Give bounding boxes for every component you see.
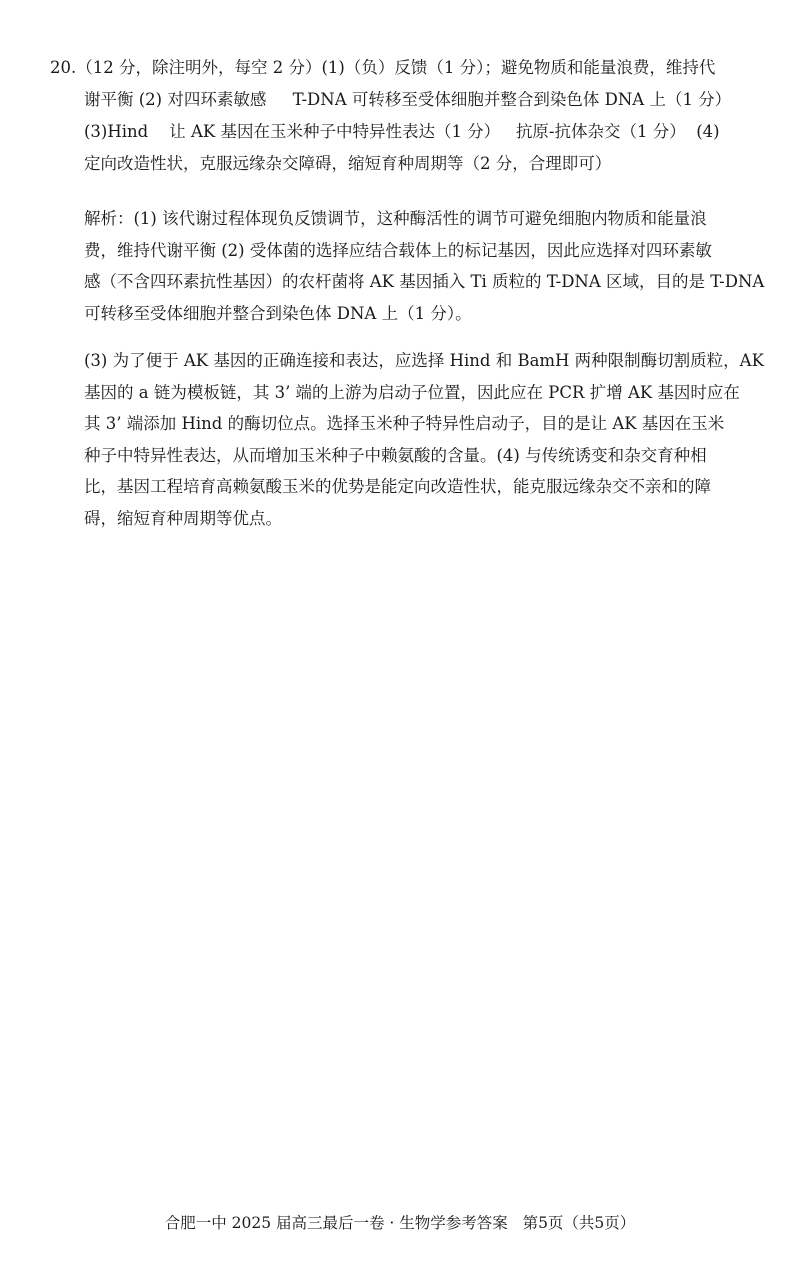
analysis-2-line-3: 其 3’ 端添加 Hind 的酶切位点。选择玉米种子特异性启动子，目的是让 AK 基因在玉米 — [84, 414, 725, 433]
answer-line-1: 20.（12 分，除注明外，每空 2 分）(1)（负）反馈（1 分）；避免物质和能量浪费，维持代 — [50, 58, 716, 77]
analysis-2-line-1: (3) 为了便于 AK 基因的正确连接和表达，应选择 Hind 和 BamH 两种限制酶切割质粒，AK — [84, 351, 764, 370]
page-footer: 合肥一中 2025 届高三最后一卷 · 生物学参考答案 第5页（共5页） — [164, 1214, 636, 1232]
answer-question-20 — [50, 52, 750, 180]
analysis-1-line-2: 费，维持代谢平衡 (2) 受体菌的选择应结合载体上的标记基因，因此应选择对四环素敏 — [84, 240, 712, 260]
analysis-paragraph-2 — [84, 345, 764, 534]
analysis-2-line-5: 比，基因工程培育高赖氨酸玉米的优势是能定向改造性状，能克服远缘杂交不亲和的障 — [84, 477, 711, 496]
analysis-2-line-2: 基因的 a 链为模板链，其 3’ 端的上游为启动子位置，因此应在 PCR 扩增 AK 基因时应在 — [84, 382, 740, 402]
answer-line-3: (3)Hind 让 AK 基因在玉米种子中特异性表达（1 分） 抗原-抗体杂交（1 分） (4) — [84, 122, 720, 141]
analysis-1-line-3: 感（不含四环素抗性基因）的农杆菌将 AK 基因插入 Ti 质粒的 T-DNA 区域，目的是 T-DNA — [84, 272, 765, 291]
analysis-paragraph-1 — [84, 203, 765, 329]
answer-line-2: 谢平衡 (2) 对四环素敏感 T-DNA 可转移至受体细胞并整合到染色体 DNA 上（1 分） — [84, 90, 732, 109]
analysis-1-line-4: 可转移至受体细胞并整合到染色体 DNA 上（1 分）。 — [84, 303, 472, 323]
analysis-2-line-6: 碍，缩短育种周期等优点。 — [84, 508, 282, 528]
analysis-2-line-4: 种子中特异性表达，从而增加玉米种子中赖氨酸的含量。(4) 与传统诱变和杂交育种相 — [84, 445, 707, 465]
analysis-1-line-1: 解析：(1) 该代谢过程体现负反馈调节，这种酶活性的调节可避免细胞内物质和能量浪 — [84, 209, 707, 228]
answer-line-4: 定向改造性状，克服远缘杂交障碍，缩短育种周期等（2 分，合理即可） — [84, 154, 612, 173]
